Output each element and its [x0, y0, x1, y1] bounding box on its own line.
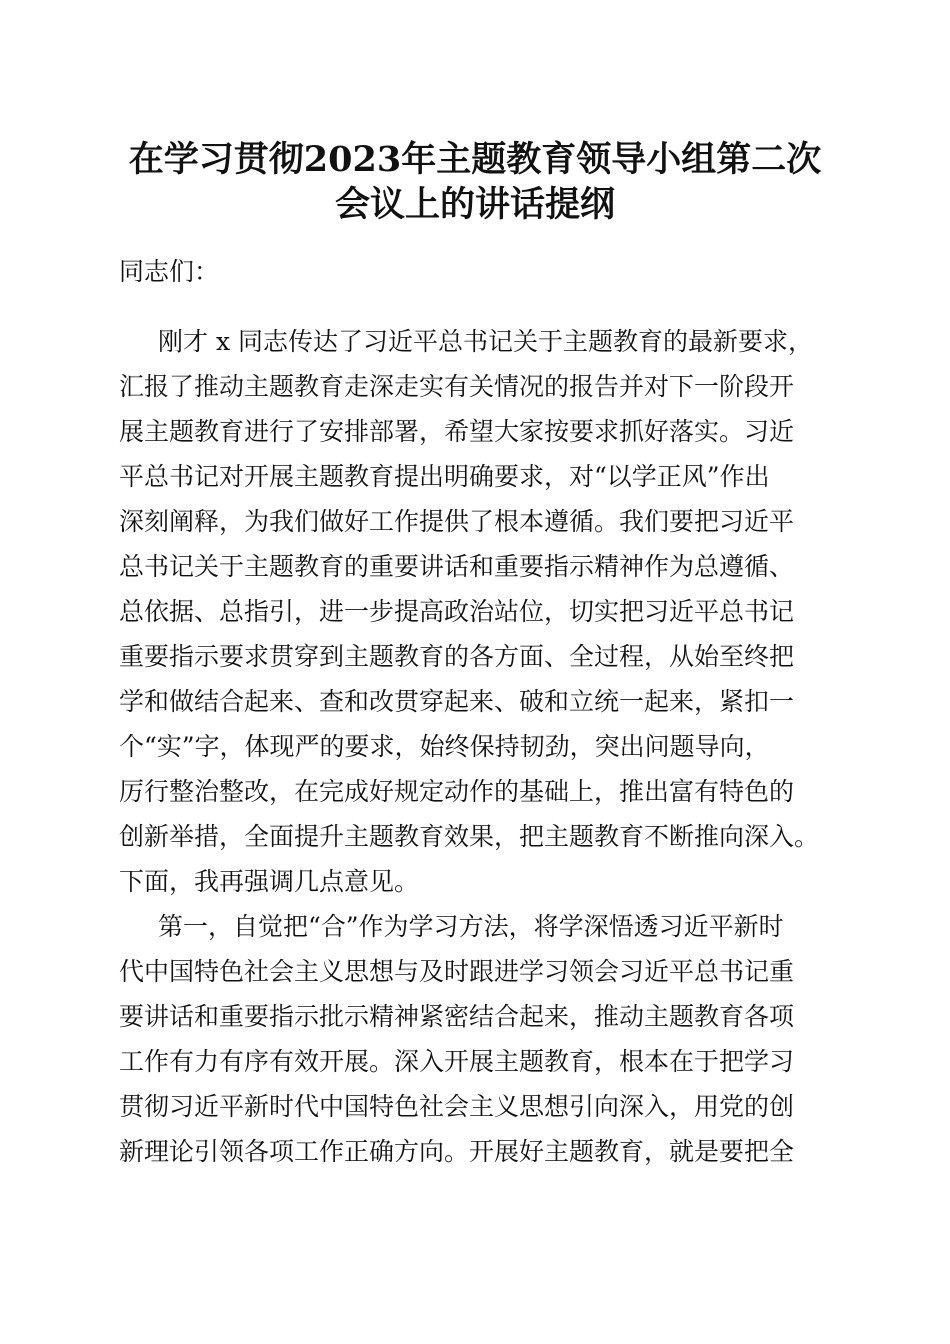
- body-line-19: 新理论引领各项工作正确方向。开展好主题教育，就是要把全: [119, 1137, 795, 1166]
- body-line-12: 创新举措，全面提升主题教育效果，把主题教育不断推向深入。: [119, 822, 820, 851]
- body-line-2: 汇报了推动主题教育走深走实有关情况的报告并对下一阶段开: [119, 372, 795, 401]
- body-line-17: 工作有力有序有效开展。深入开展主题教育，根本在于把学习: [119, 1047, 795, 1076]
- body-line-16: 要讲话和重要指示批示精神紧密结合起来，推动主题教育各项: [119, 1002, 795, 1031]
- body-line-15: 代中国特色社会主义思想与及时跟进学习领会习近平总书记重: [119, 957, 795, 986]
- body-line-8: 重要指示要求贯穿到主题教育的各方面、全过程，从始至终把: [119, 642, 795, 671]
- body-line-3: 展主题教育进行了安排部署，希望大家按要求抓好落实。习近: [119, 417, 795, 446]
- body-line-1: 刚才 x 同志传达了习近平总书记关于主题教育的最新要求，: [158, 327, 813, 356]
- body-line-11: 厉行整治整改，在完成好规定动作的基础上，推出富有特色的: [119, 777, 795, 806]
- body-line-5: 深刻阐释，为我们做好工作提供了根本遵循。我们要把习近平: [119, 507, 795, 536]
- body-line-14: 第一，自觉把“合”作为学习方法，将学深悟透习近平新时: [158, 912, 784, 941]
- body-line-7: 总依据、总指引，进一步提高政治站位，切实把习近平总书记: [119, 597, 795, 626]
- body-line-9: 学和做结合起来、查和改贯穿起来、破和立统一起来，紧扣一: [119, 687, 795, 716]
- body-line-6: 总书记关于主题教育的重要讲话和重要指示精神作为总遵循、: [119, 552, 795, 581]
- body-line-13: 下面，我再强调几点意见。: [119, 867, 420, 896]
- document-title-line-1: 在学习贯彻2023年主题教育领导小组第二次: [128, 139, 822, 180]
- body-line-18: 贯彻习近平新时代中国特色社会主义思想引向深入，用党的创: [119, 1092, 795, 1121]
- body-line-10: 个“实”字，体现严的要求，始终保持韧劲，突出问题导向，: [119, 732, 770, 761]
- body-line-4: 平总书记对开展主题教育提出明确要求，对“以学正风”作出: [119, 462, 770, 491]
- salutation: 同志们：: [119, 257, 220, 286]
- document-title-line-2: 会议上的讲话提纲: [334, 184, 615, 225]
